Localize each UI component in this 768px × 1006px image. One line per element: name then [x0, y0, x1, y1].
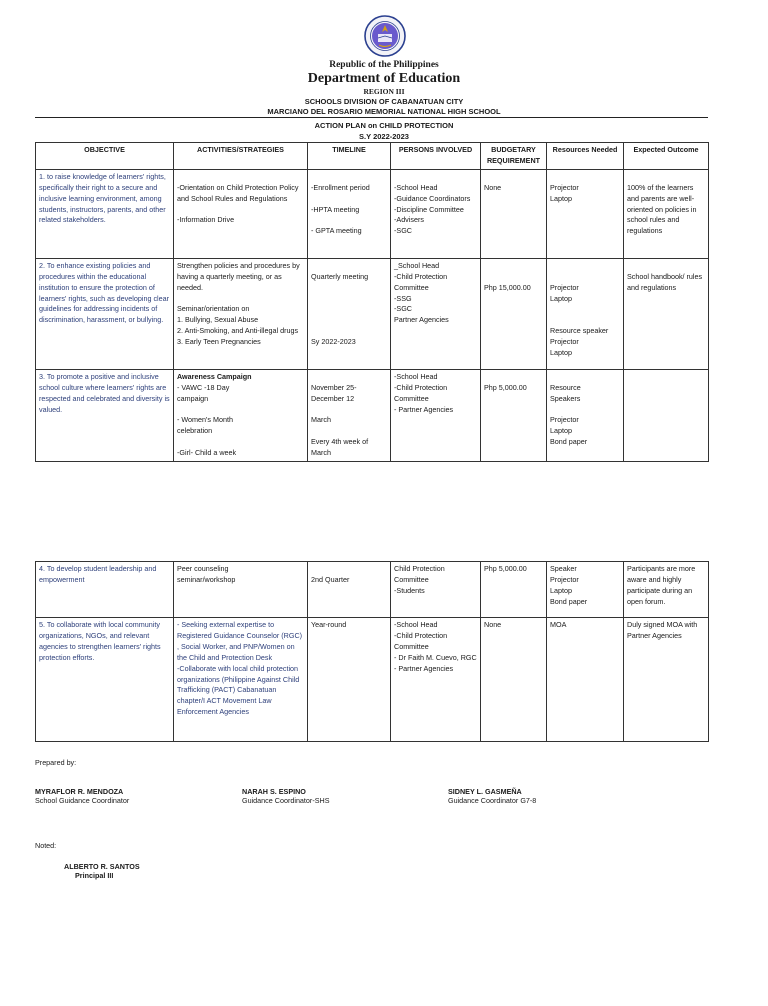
- budget-cell: None: [481, 169, 547, 258]
- signatory-3: [448, 787, 536, 805]
- table-header-row: [36, 143, 709, 170]
- header-persons: PERSONS INVOLVED: [391, 143, 481, 170]
- outcome-cell: School handbook/ rules and regulations: [624, 258, 709, 369]
- signatory-name: ALBERTO R. SANTOS: [64, 862, 140, 871]
- objective-cell: 2. To enhance existing policies and procedures within the educational institution to ensure the protection of learners' rights, such as developing clear guidelines for addressing incidents of discrimination, harassment, or bullying.: [36, 258, 174, 369]
- school-name: MARCIANO DEL ROSARIO MEMORIAL NATIONAL HIGH SCHOOL: [267, 107, 501, 116]
- activities-cell: -Orientation on Child Protection Policy and School Rules and Regulations -Information Drive: [174, 169, 308, 258]
- persons-cell: -School Head -Guidance Coordinators -Discipline Committee -Advisers -SGC: [391, 169, 481, 258]
- timeline-cell: -Enrollment period -HPTA meeting - GPTA meeting: [308, 169, 391, 258]
- header-activities: ACTIVITIES/STRATEGIES: [174, 143, 308, 170]
- signatory-name: NARAH S. ESPINO: [242, 787, 306, 796]
- table-row: [36, 562, 709, 618]
- action-plan-table: [35, 142, 709, 462]
- school-year: S.Y 2022-2023: [359, 132, 409, 141]
- timeline-cell: November 25- December 12 March Every 4th week of March: [308, 369, 391, 461]
- division-label: SCHOOLS DIVISION OF CABANATUAN CITY: [304, 97, 464, 106]
- objective-cell: 3. To promote a positive and inclusive school culture where learners' rights are respected and celebrated and diversity is valued.: [36, 369, 174, 461]
- signatory-title: School Guidance Coordinator: [35, 796, 130, 805]
- timeline-cell: Year-round: [308, 618, 391, 742]
- resources-cell: Projector Laptop Resource speaker Projector Laptop: [547, 258, 624, 369]
- table-row: [36, 258, 709, 369]
- signatory-title: Guidance Coordinator G7-8: [448, 796, 537, 805]
- persons-cell: _School Head -Child Protection Committee -SSG -SGC Partner Agencies: [391, 258, 481, 369]
- table-row: [36, 369, 709, 461]
- budget-cell: None: [481, 618, 547, 742]
- table-row: [36, 618, 709, 742]
- header-timeline: TIMELINE: [308, 143, 391, 170]
- objective-cell: 4. To develop student leadership and empowerment: [36, 562, 174, 618]
- activities-cell: Strengthen policies and procedures by having a quarterly meeting, or as needed. Seminar/orientation on 1. Bullying, Sexual Abuse 2. Anti-Smoking, and Anti-illegal drugs 3. Early Teen Pregnancies: [174, 258, 308, 369]
- action-plan-table-continued: [35, 561, 709, 742]
- budget-cell: Php 5,000.00: [481, 369, 547, 461]
- signatory-2: [242, 787, 330, 805]
- outcome-cell: Participants are more aware and highly participate during an open forum.: [624, 562, 709, 618]
- header-objective: OBJECTIVE: [36, 143, 174, 170]
- republic-label: Republic of the Philippines: [329, 60, 439, 70]
- objective-cell: 5. To collaborate with local community organizations, NGOs, and relevant agencies to strengthen learners' rights protection efforts.: [36, 618, 174, 742]
- plan-title: ACTION PLAN on CHILD PROTECTION: [314, 121, 454, 130]
- table-row: [36, 169, 709, 258]
- resources-cell: Resource Speakers Projector Laptop Bond paper: [547, 369, 624, 461]
- outcome-cell: Duly signed MOA with Partner Agencies: [624, 618, 709, 742]
- signatory-name: SIDNEY L. GASMEÑA: [448, 787, 522, 796]
- activities-cell: [174, 369, 308, 461]
- header-resources: Resources Needed: [547, 143, 624, 170]
- timeline-cell: Quarterly meeting Sy 2022-2023: [308, 258, 391, 369]
- deped-seal-icon: [364, 15, 406, 57]
- noted-label: Noted:: [35, 841, 57, 850]
- budget-cell: Php 15,000.00: [481, 258, 547, 369]
- outcome-cell: 100% of the learners and parents are well-oriented on policies in school rules and regulations: [624, 169, 709, 258]
- persons-cell: -School Head -Child Protection Committee - Dr Faith M. Cuevo, RGC - Partner Agencies: [391, 618, 481, 742]
- header-rule: [35, 117, 708, 118]
- signatory-1: [35, 787, 129, 805]
- outcome-cell: [624, 369, 709, 461]
- objective-cell: 1. to raise knowledge of learners' rights, specifically their right to a secure and inclusive learning environment, among students, instructors, parents, and other related stakeholders.: [36, 169, 174, 258]
- header-outcome: Expected Outcome: [624, 143, 709, 170]
- resources-cell: Projector Laptop: [547, 169, 624, 258]
- signatory-title: Principal III: [75, 871, 114, 880]
- signatory-title: Guidance Coordinator-SHS: [242, 796, 330, 805]
- resources-cell: MOA: [547, 618, 624, 742]
- signatory-name: MYRAFLOR R. MENDOZA: [35, 787, 124, 796]
- activities-cell: Peer counseling seminar/workshop: [174, 562, 308, 618]
- budget-cell: Php 5,000.00: [481, 562, 547, 618]
- noted-signatory: [64, 862, 140, 880]
- region-label: REGION III: [363, 87, 405, 96]
- activities-cell: - Seeking external expertise to Registered Guidance Counselor (RGC) , Social Worker, and PNP/Women on the Child and Protection Desk -Collaborate with local child protection organizations (Philippine Against Child Trafficking (PACT) Cabanatuan chapter/I ACT Movement Law Enforcement Agencies: [174, 618, 308, 742]
- timeline-cell: 2nd Quarter: [308, 562, 391, 618]
- prepared-by-label: Prepared by:: [35, 758, 77, 767]
- activity-list: - VAWC -18 Day campaign - Women's Month celebration -Girl- Child a week: [177, 382, 237, 458]
- persons-cell: Child Protection Committee -Students: [391, 562, 481, 618]
- persons-cell: -School Head -Child Protection Committee - Partner Agencies: [391, 369, 481, 461]
- department-title: Department of Education: [307, 71, 461, 86]
- resources-cell: Speaker Projector Laptop Bond paper: [547, 562, 624, 618]
- header-budget: BUDGETARY REQUIREMENT: [481, 143, 547, 170]
- activity-title: Awareness Campaign: [177, 371, 252, 381]
